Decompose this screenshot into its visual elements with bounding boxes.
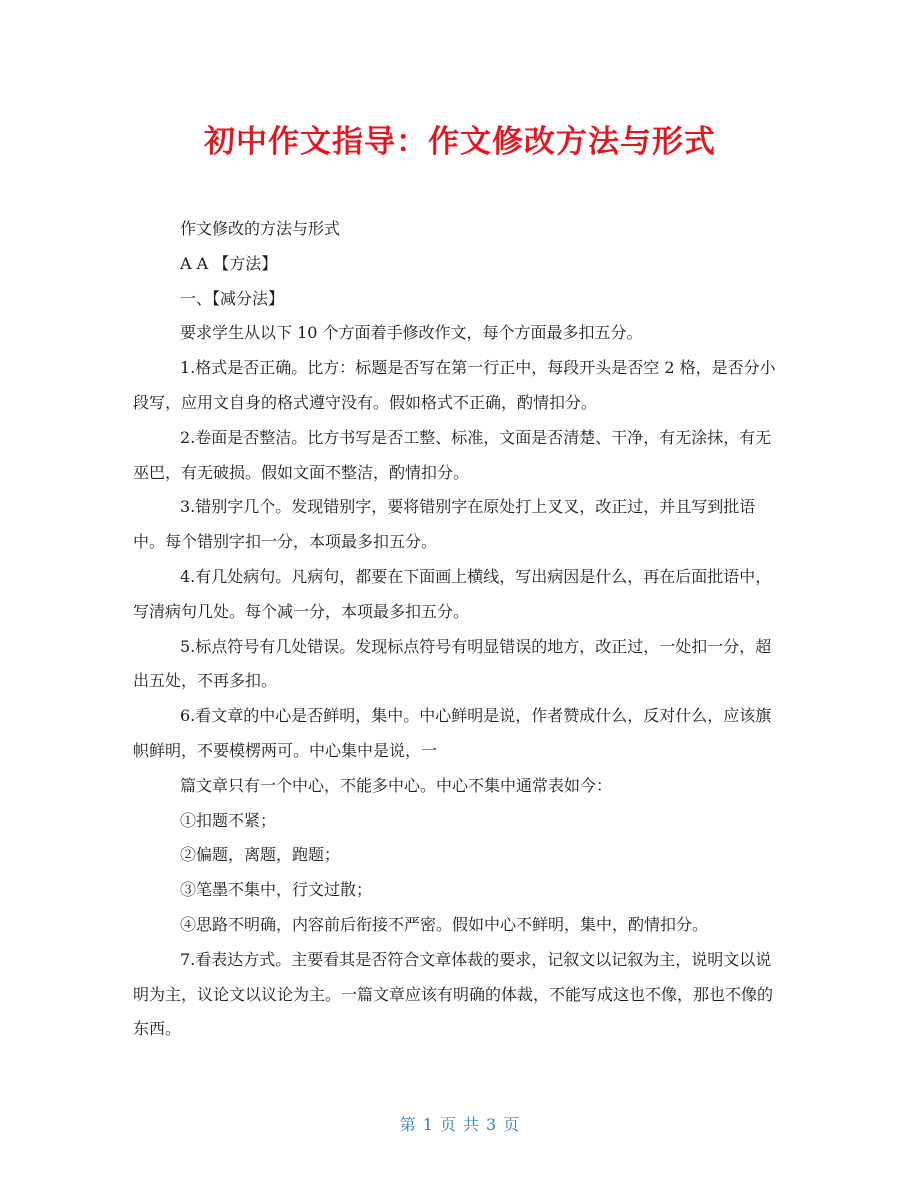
paragraph: ③笔墨不集中，行文过散； [180,880,373,900]
paragraph: ④思路不明确，内容前后衔接不严密。假如中心不鲜明，集中，酌情扣分。 [180,914,709,934]
document-body [133,212,787,1047]
paragraph: 1.格式是否正确。比方：标题是否写在第一行正中，每段开头是否空 2 格，是否分小段写，应用文自身的格式遵守没有。假如格式不正确，酌情扣分。 [133,358,776,412]
footer-current-page: 1 [422,1115,434,1134]
paragraph: 作文修改的方法与形式 [180,219,341,238]
paragraph: ①扣题不紧； [180,810,277,830]
paragraph: ②偏题，离题，跑题； [180,845,341,865]
footer-unit-label: 页 [439,1115,457,1134]
paragraph: 7.看表达方式。主要看其是否符合文章体裁的要求，记叙文以记叙为主，说明文以说明为主，议论文以议论为主。一篇文章应该有明确的体裁，不能写成这也不像，那也不像的东西。 [133,949,774,1039]
paragraph: 3.错别字几个。发现错别字，要将错别字在原处打上叉叉，改正过，并且写到批语中。每个错别字扣一分，本项最多扣五分。 [133,497,756,552]
document-title: 初中作文指导：作文修改方法与形式 [204,124,716,160]
footer-total-pages: 3 [486,1115,498,1134]
paragraph: 5.标点符号有几处错误。发现标点符号有明显错误的地方，改正过，一处扣一分，超出五处，不再多扣。 [133,636,772,691]
paragraph: A A 【方法】 [180,253,278,273]
paragraph: 2.卷面是否整洁。比方书写是否工整、标准，文面是否清楚、干净，有无涂抹，有无巫巴，有无破损。假如文面不整洁，酌情扣分。 [133,427,772,482]
page-footer [0,1112,920,1135]
footer-unit-label-2: 页 [503,1115,521,1134]
paragraph: 6.看文章的中心是否鲜明，集中。中心鲜明是说，作者赞成什么，反对什么，应该旗帜鲜明，不要模楞两可。中心集中是说，一 [133,706,772,760]
paragraph: 篇文章只有一个中心，不能多中心。中心不集中通常表如今： [180,775,613,795]
paragraph: 4.有几处病句。凡病句，都要在下面画上横线，写出病因是什么，再在后面批语中，写清病句几处。每个减一分，本项最多扣五分。 [133,566,772,621]
paragraph: 一、【减分法】 [180,288,285,308]
footer-total-label: 共 [463,1115,481,1134]
footer-page-label: 第 [399,1115,417,1134]
paragraph: 要求学生从以下 10 个方面着手修改作文，每个方面最多扣五分。 [180,323,643,343]
